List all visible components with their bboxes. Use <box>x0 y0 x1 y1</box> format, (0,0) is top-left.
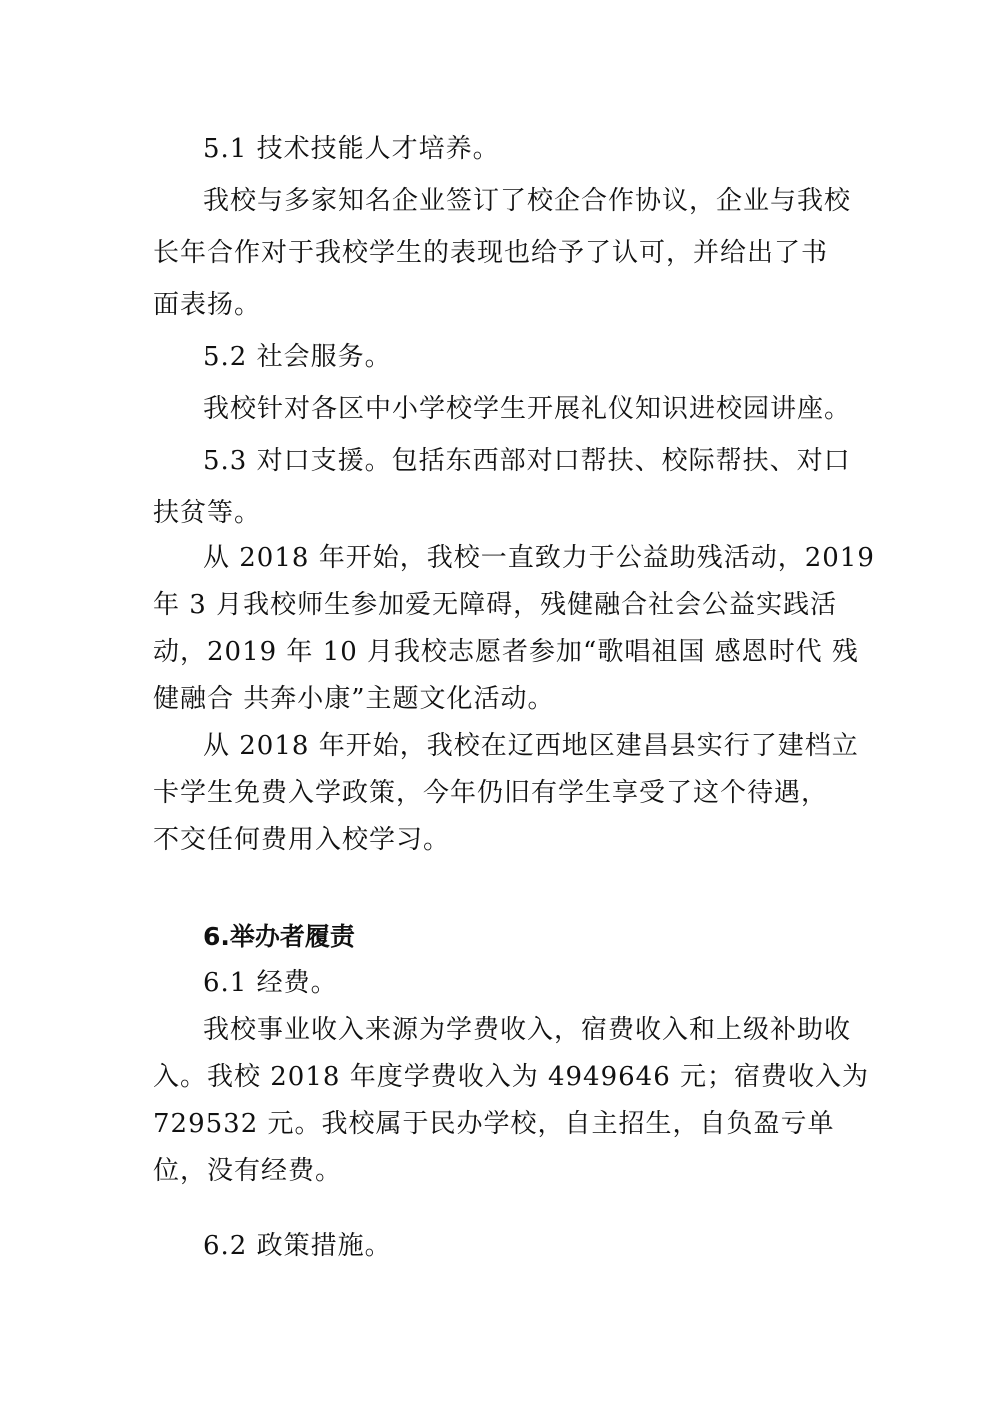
paragraph-line: 不交任何费用入校学习。 <box>153 825 451 855</box>
paragraph-line: 位，没有经费。 <box>153 1156 343 1186</box>
paragraph-line: 入。我校 2018 年度学费收入为 4949646 元；宿费收入为 <box>153 1062 870 1092</box>
section-5-1-title: 5.1 技术技能人才培养。 <box>203 134 500 164</box>
paragraph-line: 729532 元。我校属于民办学校，自主招生，自负盈亏单 <box>153 1109 835 1139</box>
paragraph-line: 健融合 共奔小康”主题文化活动。 <box>153 684 555 714</box>
paragraph-line: 动，2019 年 10 月我校志愿者参加“歌唱祖国 感恩时代 残 <box>153 637 859 667</box>
paragraph-line: 从 2018 年开始，我校一直致力于公益助残活动，2019 <box>203 543 875 573</box>
paragraph-line: 扶贫等。 <box>153 498 262 528</box>
section-6-1-title: 6.1 经费。 <box>203 968 338 998</box>
section-6-2-title: 6.2 政策措施。 <box>203 1231 392 1261</box>
paragraph-line: 年 3 月我校师生参加爱无障碍，残健融合社会公益实践活 <box>153 590 838 620</box>
paragraph-line: 长年合作对于我校学生的表现也给予了认可，并给出了书 <box>153 238 829 268</box>
paragraph-line: 从 2018 年开始，我校在辽西地区建昌县实行了建档立 <box>203 731 859 761</box>
paragraph-line: 我校针对各区中小学校学生开展礼仪知识进校园讲座。 <box>203 394 852 424</box>
paragraph-line: 我校与多家知名企业签订了校企合作协议，企业与我校 <box>203 186 852 216</box>
section-6-heading: 6.举办者履责 <box>203 922 355 951</box>
paragraph-line: 我校事业收入来源为学费收入，宿费收入和上级补助收 <box>203 1015 852 1045</box>
section-5-2-title: 5.2 社会服务。 <box>203 342 392 372</box>
paragraph-line: 卡学生免费入学政策，今年仍旧有学生享受了这个待遇， <box>153 778 829 808</box>
section-5-3-title: 5.3 对口支援。包括东西部对口帮扶、校际帮扶、对口 <box>203 446 851 476</box>
paragraph-line: 面表扬。 <box>153 290 262 320</box>
